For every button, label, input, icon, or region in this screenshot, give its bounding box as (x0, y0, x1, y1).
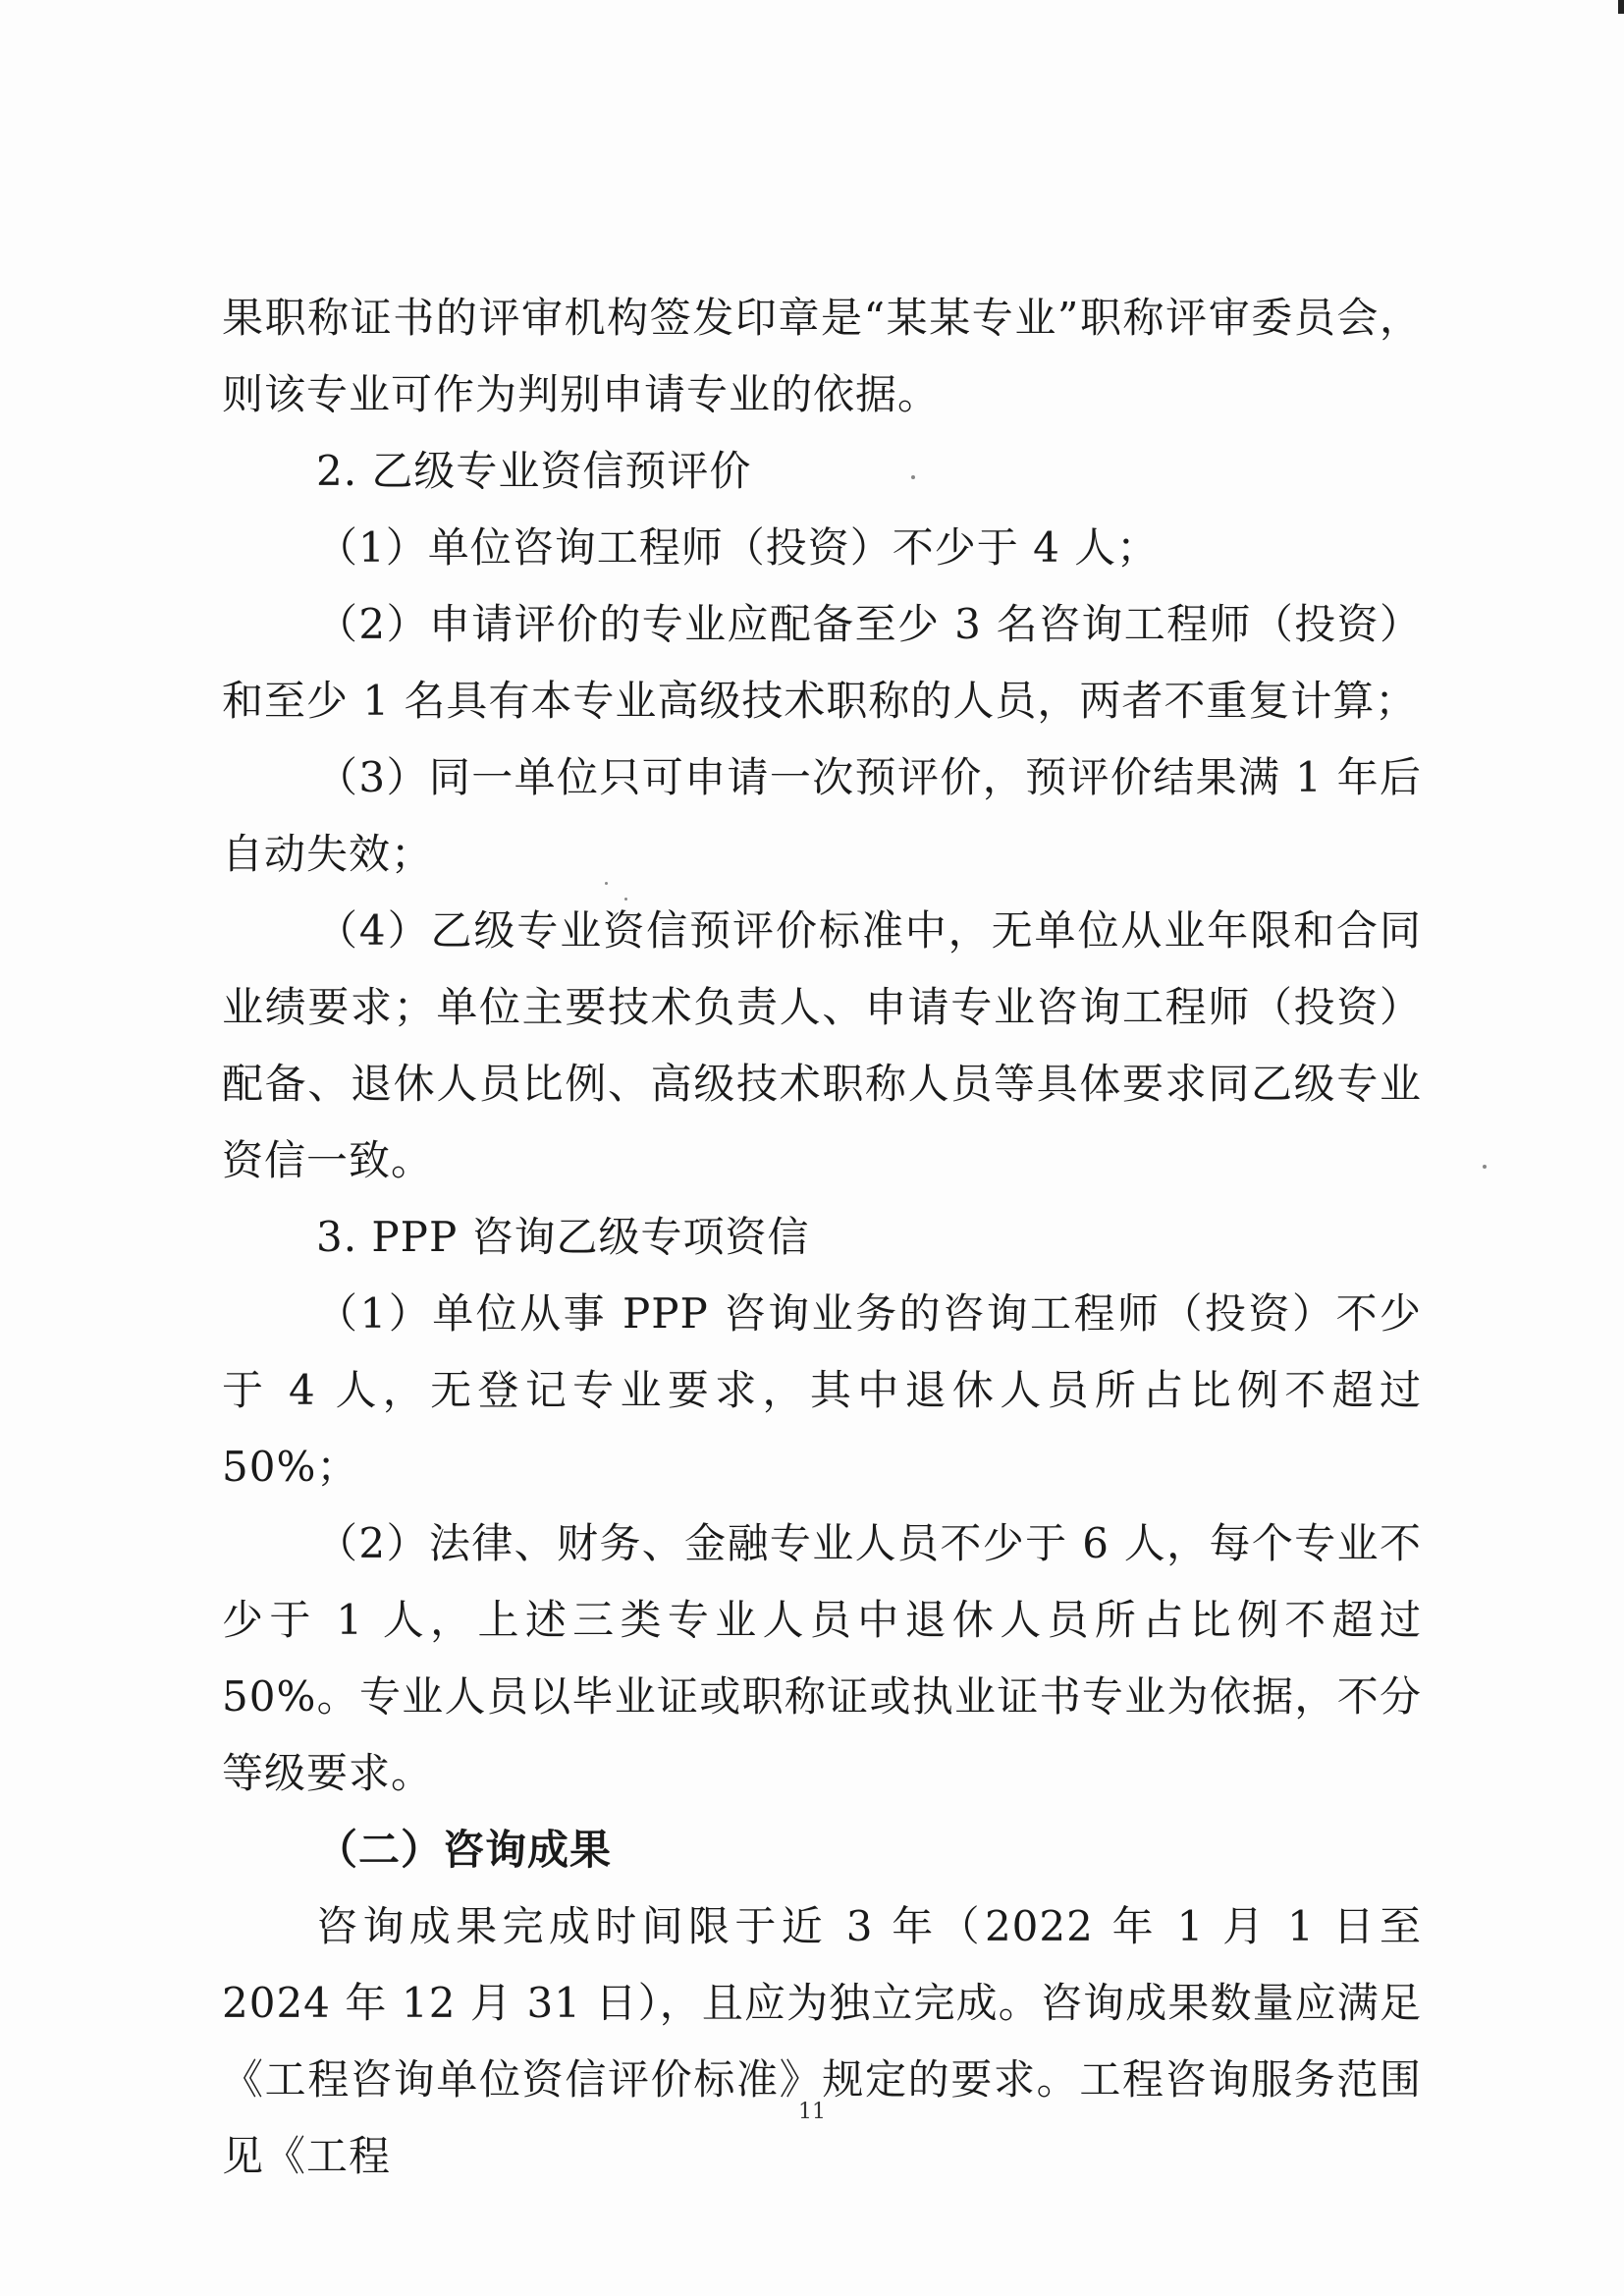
consulting-results-paragraph: 咨询成果完成时间限于近 3 年（2022 年 1 月 1 日至 2024 年 12 月 31 日），且应为独立完成。咨询成果数量应满足《工程咨询单位资信评价标准》规定的要求。工程咨询服务范围见《工程 (222, 1902, 1422, 2180)
ppp-list-item-2: （2）法律、财务、金融专业人员不少于 6 人，每个专业不少于 1 人，上述三类专业人员中退休人员所占比例不超过 50%。专业人员以毕业证或职称证或执业证书专业为依据，不分等级要求。 (222, 1519, 1422, 1797)
scan-speck (1483, 1165, 1487, 1169)
list-item-2: （2）申请评价的专业应配备至少 3 名咨询工程师（投资）和至少 1 名具有本专业高级技术职称的人员，两者不重复计算； (222, 600, 1422, 725)
section-heading-2: 2. 乙级专业资信预评价 (316, 447, 752, 495)
list-item-3: （3）同一单位只可申请一次预评价，预评价结果满 1 年后自动失效； (222, 753, 1422, 878)
paragraph-continuation: 果职称证书的评审机构签发印章是“某某专业”职称评审委员会，则该专业可作为判别申请专业的依据。 (222, 294, 1422, 418)
subsection-heading: （二）咨询成果 (316, 1826, 613, 1874)
scan-corner-mark (1618, 0, 1624, 14)
page-number: 11 (798, 2100, 826, 2124)
section-heading-3: 3. PPP 咨询乙级专项资信 (316, 1213, 810, 1261)
list-item-4: （4）乙级专业资信预评价标准中，无单位从业年限和合同业绩要求；单位主要技术负责人、申请专业咨询工程师（投资）配备、退休人员比例、高级技术职称人员等具体要求同乙级专业资信一致。 (222, 906, 1422, 1184)
body-text (222, 280, 1422, 2195)
ppp-list-item-1: （1）单位从事 PPP 咨询业务的咨询工程师（投资）不少于 4 人，无登记专业要求，其中退休人员所占比例不超过 50%； (222, 1289, 1422, 1491)
list-item-1: （1）单位咨询工程师（投资）不少于 4 人； (316, 523, 1160, 572)
